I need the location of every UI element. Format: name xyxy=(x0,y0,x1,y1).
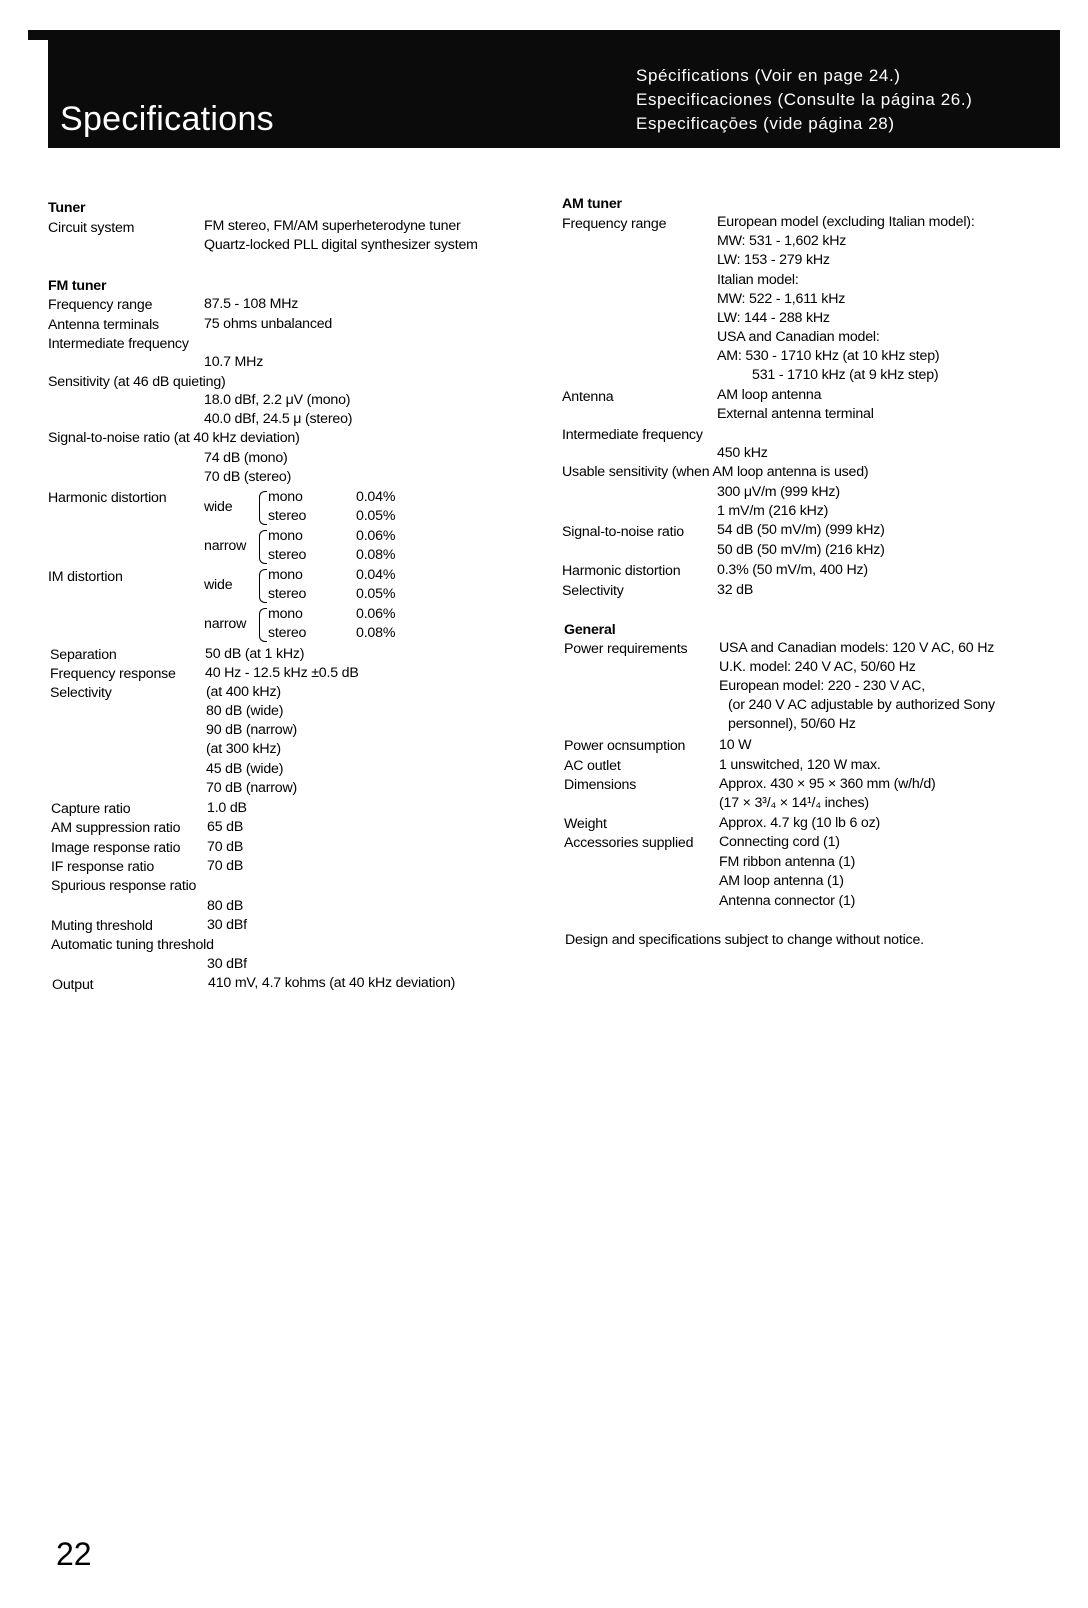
spec-value: Quartz-locked PLL digital synthesizer system xyxy=(204,237,478,253)
section-heading-tuner: Tuner xyxy=(48,200,86,216)
brace xyxy=(259,608,267,642)
spec-label: Sensitivity (at 46 dB quieting) xyxy=(48,374,226,390)
channel-label: mono xyxy=(268,606,303,622)
spec-label: Usable sensitivity (when AM loop antenna is used) xyxy=(562,464,869,480)
spec-value: 50 dB (at 1 kHz) xyxy=(205,646,305,662)
spec-label: Accessories supplied xyxy=(564,835,694,851)
spec-value: FM ribbon antenna (1) xyxy=(719,854,856,870)
header-subtitle-pt: Especificaçōes (vide página 28) xyxy=(636,114,895,133)
spec-label: Power ocnsumption xyxy=(564,738,686,754)
spec-value: 75 ohms unbalanced xyxy=(204,316,333,332)
channel-label: stereo xyxy=(268,508,307,524)
spec-value: AM: 530 - 1710 kHz (at 10 kHz step) xyxy=(717,348,940,364)
spec-value: Connecting cord (1) xyxy=(719,834,840,850)
spec-value: 30 dBf xyxy=(207,917,247,933)
spec-label: Harmonic distortion xyxy=(562,563,681,579)
mode-label: narrow xyxy=(204,538,247,554)
spec-label: Dimensions xyxy=(564,777,637,793)
spec-value: 0.3% (50 mV/m, 400 Hz) xyxy=(717,562,868,578)
spec-label: Selectivity xyxy=(50,685,112,701)
spec-value: 0.05% xyxy=(356,586,396,602)
spec-label: Frequency range xyxy=(562,216,667,232)
channel-label: stereo xyxy=(268,586,307,602)
spec-value: 40 Hz - 12.5 kHz ±0.5 dB xyxy=(205,665,359,681)
spec-label: Image response ratio xyxy=(51,840,181,856)
spec-value: FM stereo, FM/AM superheterodyne tuner xyxy=(204,218,461,234)
page-number: 22 xyxy=(56,1536,92,1572)
spec-label: Antenna terminals xyxy=(48,317,159,333)
spec-label: Frequency range xyxy=(48,297,153,313)
spec-value: 30 dBf xyxy=(207,956,247,972)
spec-label: Signal-to-noise ratio xyxy=(562,524,684,540)
spec-value: 0.04% xyxy=(356,567,396,583)
section-heading-fm-tuner: FM tuner xyxy=(48,278,107,294)
spec-value: 80 dB xyxy=(207,898,244,914)
spec-value: (or 240 V AC adjustable by authorized Sony xyxy=(728,697,995,713)
spec-value: 0.06% xyxy=(356,606,396,622)
channel-label: mono xyxy=(268,489,303,505)
spec-value: personnel), 50/60 Hz xyxy=(728,716,856,732)
channel-label: mono xyxy=(268,528,303,544)
spec-value: USA and Canadian model: xyxy=(717,329,880,345)
spec-label: Intermediate frequency xyxy=(48,336,189,352)
spec-value: Italian model: xyxy=(717,272,799,288)
spec-value: Approx. 4.7 kg (10 lb 6 oz) xyxy=(719,815,880,831)
spec-value: MW: 531 - 1,602 kHz xyxy=(717,233,847,249)
spec-label: Circuit system xyxy=(48,220,135,236)
spec-value: 90 dB (narrow) xyxy=(206,722,298,738)
header-corner-mark xyxy=(28,30,50,40)
spec-value: 0.04% xyxy=(356,489,396,505)
spec-value: 80 dB (wide) xyxy=(206,703,284,719)
spec-label: AM suppression ratio xyxy=(51,820,181,836)
spec-label: Frequency response xyxy=(50,666,176,682)
spec-value: (17 × 3³/₄ × 14¹/₄ inches) xyxy=(719,795,869,811)
spec-label: IM distortion xyxy=(48,569,123,585)
spec-value: U.K. model: 240 V AC, 50/60 Hz xyxy=(719,659,916,675)
spec-value: 0.08% xyxy=(356,625,396,641)
spec-value: 1.0 dB xyxy=(207,800,247,816)
page-title: Specifications xyxy=(60,100,274,138)
spec-label: Separation xyxy=(50,647,117,663)
spec-value: 32 dB xyxy=(717,582,754,598)
brace xyxy=(259,569,267,603)
spec-value: 450 kHz xyxy=(717,445,768,461)
spec-value: 70 dB (narrow) xyxy=(206,780,298,796)
spec-value: 70 dB xyxy=(207,858,244,874)
section-heading-am-tuner: AM tuner xyxy=(562,196,622,212)
spec-label: Weight xyxy=(564,816,607,832)
spec-value: 40.0 dBf, 24.5 μ (stereo) xyxy=(204,411,353,427)
section-heading-general: General xyxy=(564,622,616,638)
spec-value: 300 μV/m (999 kHz) xyxy=(717,484,840,500)
spec-value: 18.0 dBf, 2.2 μV (mono) xyxy=(204,392,351,408)
spec-value: Approx. 430 × 95 × 360 mm (w/h/d) xyxy=(719,776,936,792)
spec-value: AM loop antenna xyxy=(717,387,822,403)
spec-value: MW: 522 - 1,611 kHz xyxy=(717,291,846,307)
spec-value: 0.06% xyxy=(356,528,396,544)
spec-value: 50 dB (50 mV/m) (216 kHz) xyxy=(717,542,885,558)
spec-label: Spurious response ratio xyxy=(51,878,197,894)
brace xyxy=(259,491,267,525)
change-notice: Design and specifications subject to change without notice. xyxy=(565,932,924,948)
spec-value: 65 dB xyxy=(207,819,244,835)
spec-value: USA and Canadian models: 120 V AC, 60 Hz xyxy=(719,640,995,656)
spec-value: 1 unswitched, 120 W max. xyxy=(719,757,881,773)
spec-label: Output xyxy=(52,977,94,993)
spec-value: (at 300 kHz) xyxy=(206,741,281,757)
spec-value: LW: 153 - 279 kHz xyxy=(717,252,830,268)
spec-value: European model: 220 - 230 V AC, xyxy=(719,678,925,694)
header-subtitle-fr: Spécifications (Voir en page 24.) xyxy=(636,66,901,85)
spec-label: Muting threshold xyxy=(51,918,153,934)
spec-value: External antenna terminal xyxy=(717,406,874,422)
spec-value: 74 dB (mono) xyxy=(204,450,288,466)
channel-label: stereo xyxy=(268,625,307,641)
spec-value: 70 dB xyxy=(207,839,244,855)
mode-label: narrow xyxy=(204,616,247,632)
spec-value: 531 - 1710 kHz (at 9 kHz step) xyxy=(752,367,939,383)
brace xyxy=(259,530,267,564)
header-subtitle-es: Especificaciones (Consulte la página 26.) xyxy=(636,90,973,109)
mode-label: wide xyxy=(204,499,233,515)
spec-value: LW: 144 - 288 kHz xyxy=(717,310,830,326)
channel-label: mono xyxy=(268,567,303,583)
spec-value: 0.08% xyxy=(356,547,396,563)
spec-label: Harmonic distortion xyxy=(48,490,167,506)
spec-value: AM loop antenna (1) xyxy=(719,873,844,889)
spec-label: Antenna xyxy=(562,389,614,405)
spec-value: (at 400 kHz) xyxy=(206,684,281,700)
spec-label: AC outlet xyxy=(564,758,621,774)
channel-label: stereo xyxy=(268,547,307,563)
spec-value: Antenna connector (1) xyxy=(719,893,856,909)
spec-value: 54 dB (50 mV/m) (999 kHz) xyxy=(717,522,885,538)
spec-label: IF response ratio xyxy=(51,859,155,875)
spec-value: 10 W xyxy=(719,737,752,753)
spec-value: 10.7 MHz xyxy=(204,354,264,370)
spec-label: Automatic tuning threshold xyxy=(51,937,214,953)
spec-value: 70 dB (stereo) xyxy=(204,469,292,485)
spec-label: Intermediate frequency xyxy=(562,427,703,443)
spec-value: European model (excluding Italian model): xyxy=(717,214,975,230)
spec-value: 45 dB (wide) xyxy=(206,761,284,777)
spec-label: Power requirements xyxy=(564,641,688,657)
spec-value: 1 mV/m (216 kHz) xyxy=(717,503,829,519)
mode-label: wide xyxy=(204,577,233,593)
spec-value: 0.05% xyxy=(356,508,396,524)
spec-value: 87.5 - 108 MHz xyxy=(204,296,299,312)
spec-label: Selectivity xyxy=(562,583,624,599)
spec-label: Signal-to-noise ratio (at 40 kHz deviation) xyxy=(48,430,300,446)
spec-value: 410 mV, 4.7 kohms (at 40 kHz deviation) xyxy=(208,975,456,991)
spec-label: Capture ratio xyxy=(51,801,131,817)
